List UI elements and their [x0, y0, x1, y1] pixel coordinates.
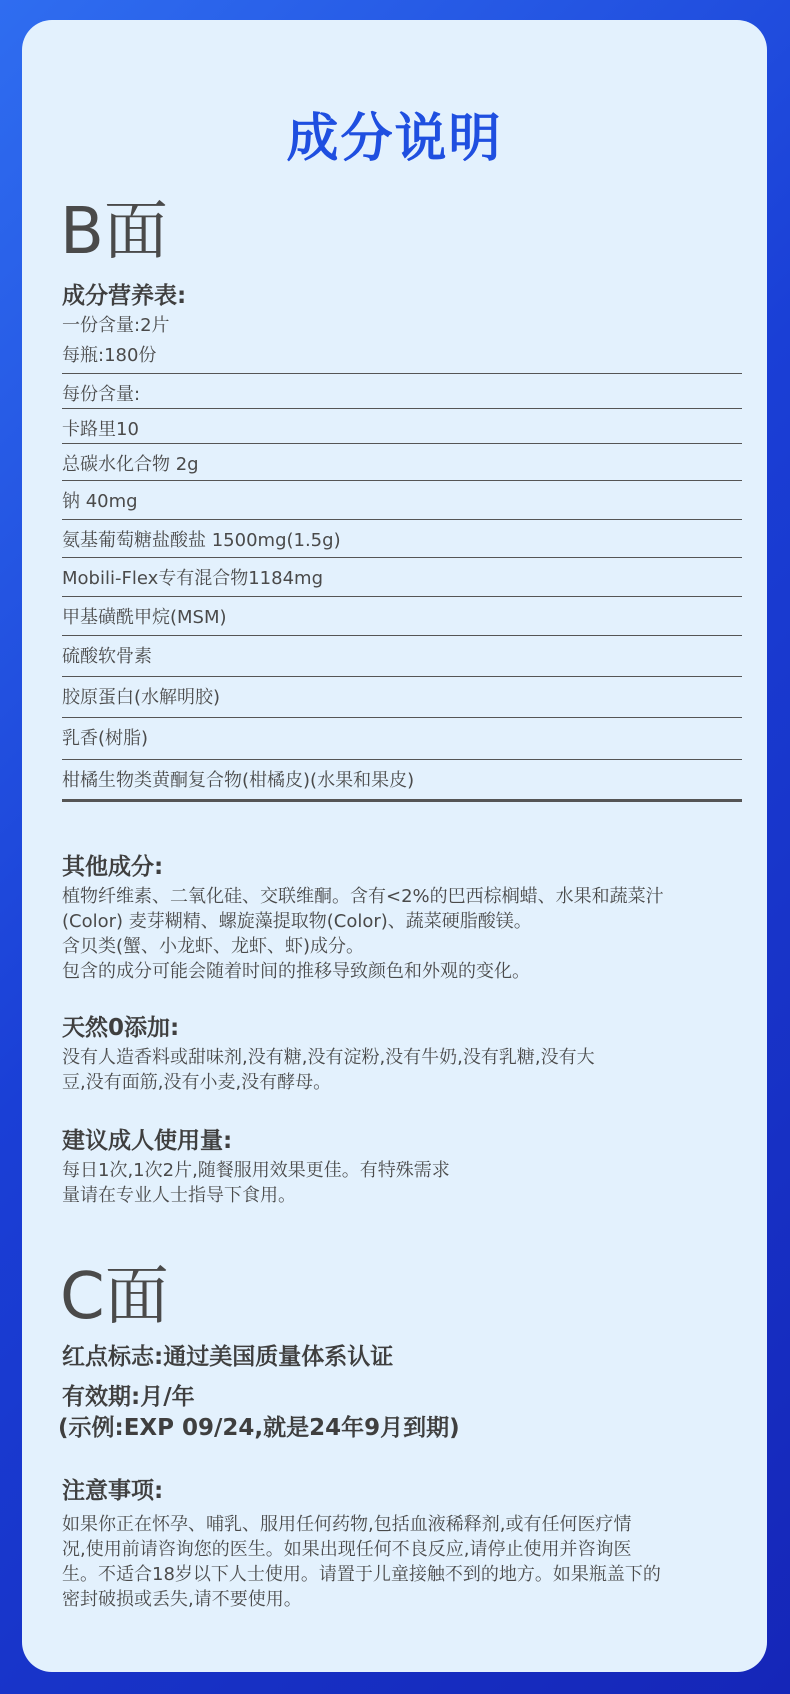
dosage-text: [62, 1158, 752, 1208]
nutrition-cell: 乳香(树脂): [62, 718, 742, 760]
table-row: [62, 374, 742, 409]
dosage-title: 建议成人使用量:: [62, 1128, 233, 1154]
table-row: [62, 718, 742, 760]
nutrition-cell: 卡路里10: [62, 409, 742, 444]
text-line: 况,使用前请咨询您的医生。如果出现任何不良反应,请停止使用并咨询医: [62, 1539, 632, 1560]
table-row: [62, 444, 742, 481]
nutrition-cell: 总碳水化合物 2g: [62, 444, 742, 481]
text-line: 如果你正在怀孕、哺乳、服用任何药物,包括血液稀释剂,或有任何医疗情: [62, 1514, 632, 1535]
table-row: [62, 520, 742, 558]
table-row: [62, 677, 742, 718]
text-line: 包含的成分可能会随着时间的推移导致颜色和外观的变化。: [62, 961, 530, 982]
text-line: 含贝类(蟹、小龙虾、龙虾、虾)成分。: [62, 936, 365, 957]
table-row: [62, 409, 742, 444]
text-line: 生。不适合18岁以下人士使用。请置于儿童接触不到的地方。如果瓶盖下的: [62, 1564, 661, 1585]
table-row: [62, 636, 742, 677]
content-card: [22, 20, 767, 1672]
text-line: 每日1次,1次2片,随餐服用效果更佳。有特殊需求: [62, 1160, 450, 1181]
table-row: [62, 481, 742, 520]
nutrition-title: 成分营养表:: [62, 283, 187, 309]
table-row: [62, 597, 742, 636]
text-line: 量请在专业人士指导下食用。: [62, 1185, 296, 1206]
servings-per-bottle: 每瓶:180份: [62, 345, 157, 366]
nutrition-cell: 甲基磺酰甲烷(MSM): [62, 597, 742, 636]
text-line: (Color) 麦芽糊精、螺旋藻提取物(Color)、蔬菜硬脂酸镁。: [62, 911, 532, 932]
caution-text: [62, 1512, 752, 1612]
nutrition-cell: 柑橘生物类黄酮复合物(柑橘皮)(水果和果皮): [62, 760, 742, 801]
b-face-heading: B面: [60, 195, 168, 269]
text-line: 豆,没有面筋,没有小麦,没有酵母。: [62, 1072, 332, 1093]
nutrition-table: [62, 373, 742, 802]
table-row: [62, 558, 742, 597]
text-line: 没有人造香料或甜味剂,没有糖,没有淀粉,没有牛奶,没有乳糖,没有大: [62, 1047, 595, 1068]
text-line: 密封破损或丢失,请不要使用。: [62, 1589, 302, 1610]
serving-size: 一份含量:2片: [62, 315, 170, 336]
table-row: [62, 760, 742, 801]
other-ingredients-title: 其他成分:: [62, 854, 164, 880]
c-face-heading: C面: [60, 1260, 169, 1334]
caution-title: 注意事项:: [62, 1478, 164, 1504]
page-title: 成分说明: [286, 109, 503, 169]
other-ingredients-text: [62, 884, 752, 984]
expiry-example: (示例:EXP 09/24,就是24年9月到期): [58, 1415, 460, 1441]
natural-title: 天然0添加:: [62, 1015, 180, 1041]
nutrition-cell: 硫酸软骨素: [62, 636, 742, 677]
expiry-label: 有效期:月/年: [62, 1384, 195, 1410]
nutrition-cell: 钠 40mg: [62, 481, 742, 520]
text-line: 植物纤维素、二氧化硅、交联维酮。含有<2%的巴西棕榈蜡、水果和蔬菜汁: [62, 886, 664, 907]
nutrition-cell: 每份含量:: [62, 374, 742, 409]
nutrition-cell: Mobili-Flex专有混合物1184mg: [62, 558, 742, 597]
nutrition-cell: 氨基葡萄糖盐酸盐 1500mg(1.5g): [62, 520, 742, 558]
natural-text: [62, 1045, 752, 1095]
red-dot-mark: 红点标志:通过美国质量体系认证: [62, 1344, 394, 1370]
nutrition-cell: 胶原蛋白(水解明胶): [62, 677, 742, 718]
